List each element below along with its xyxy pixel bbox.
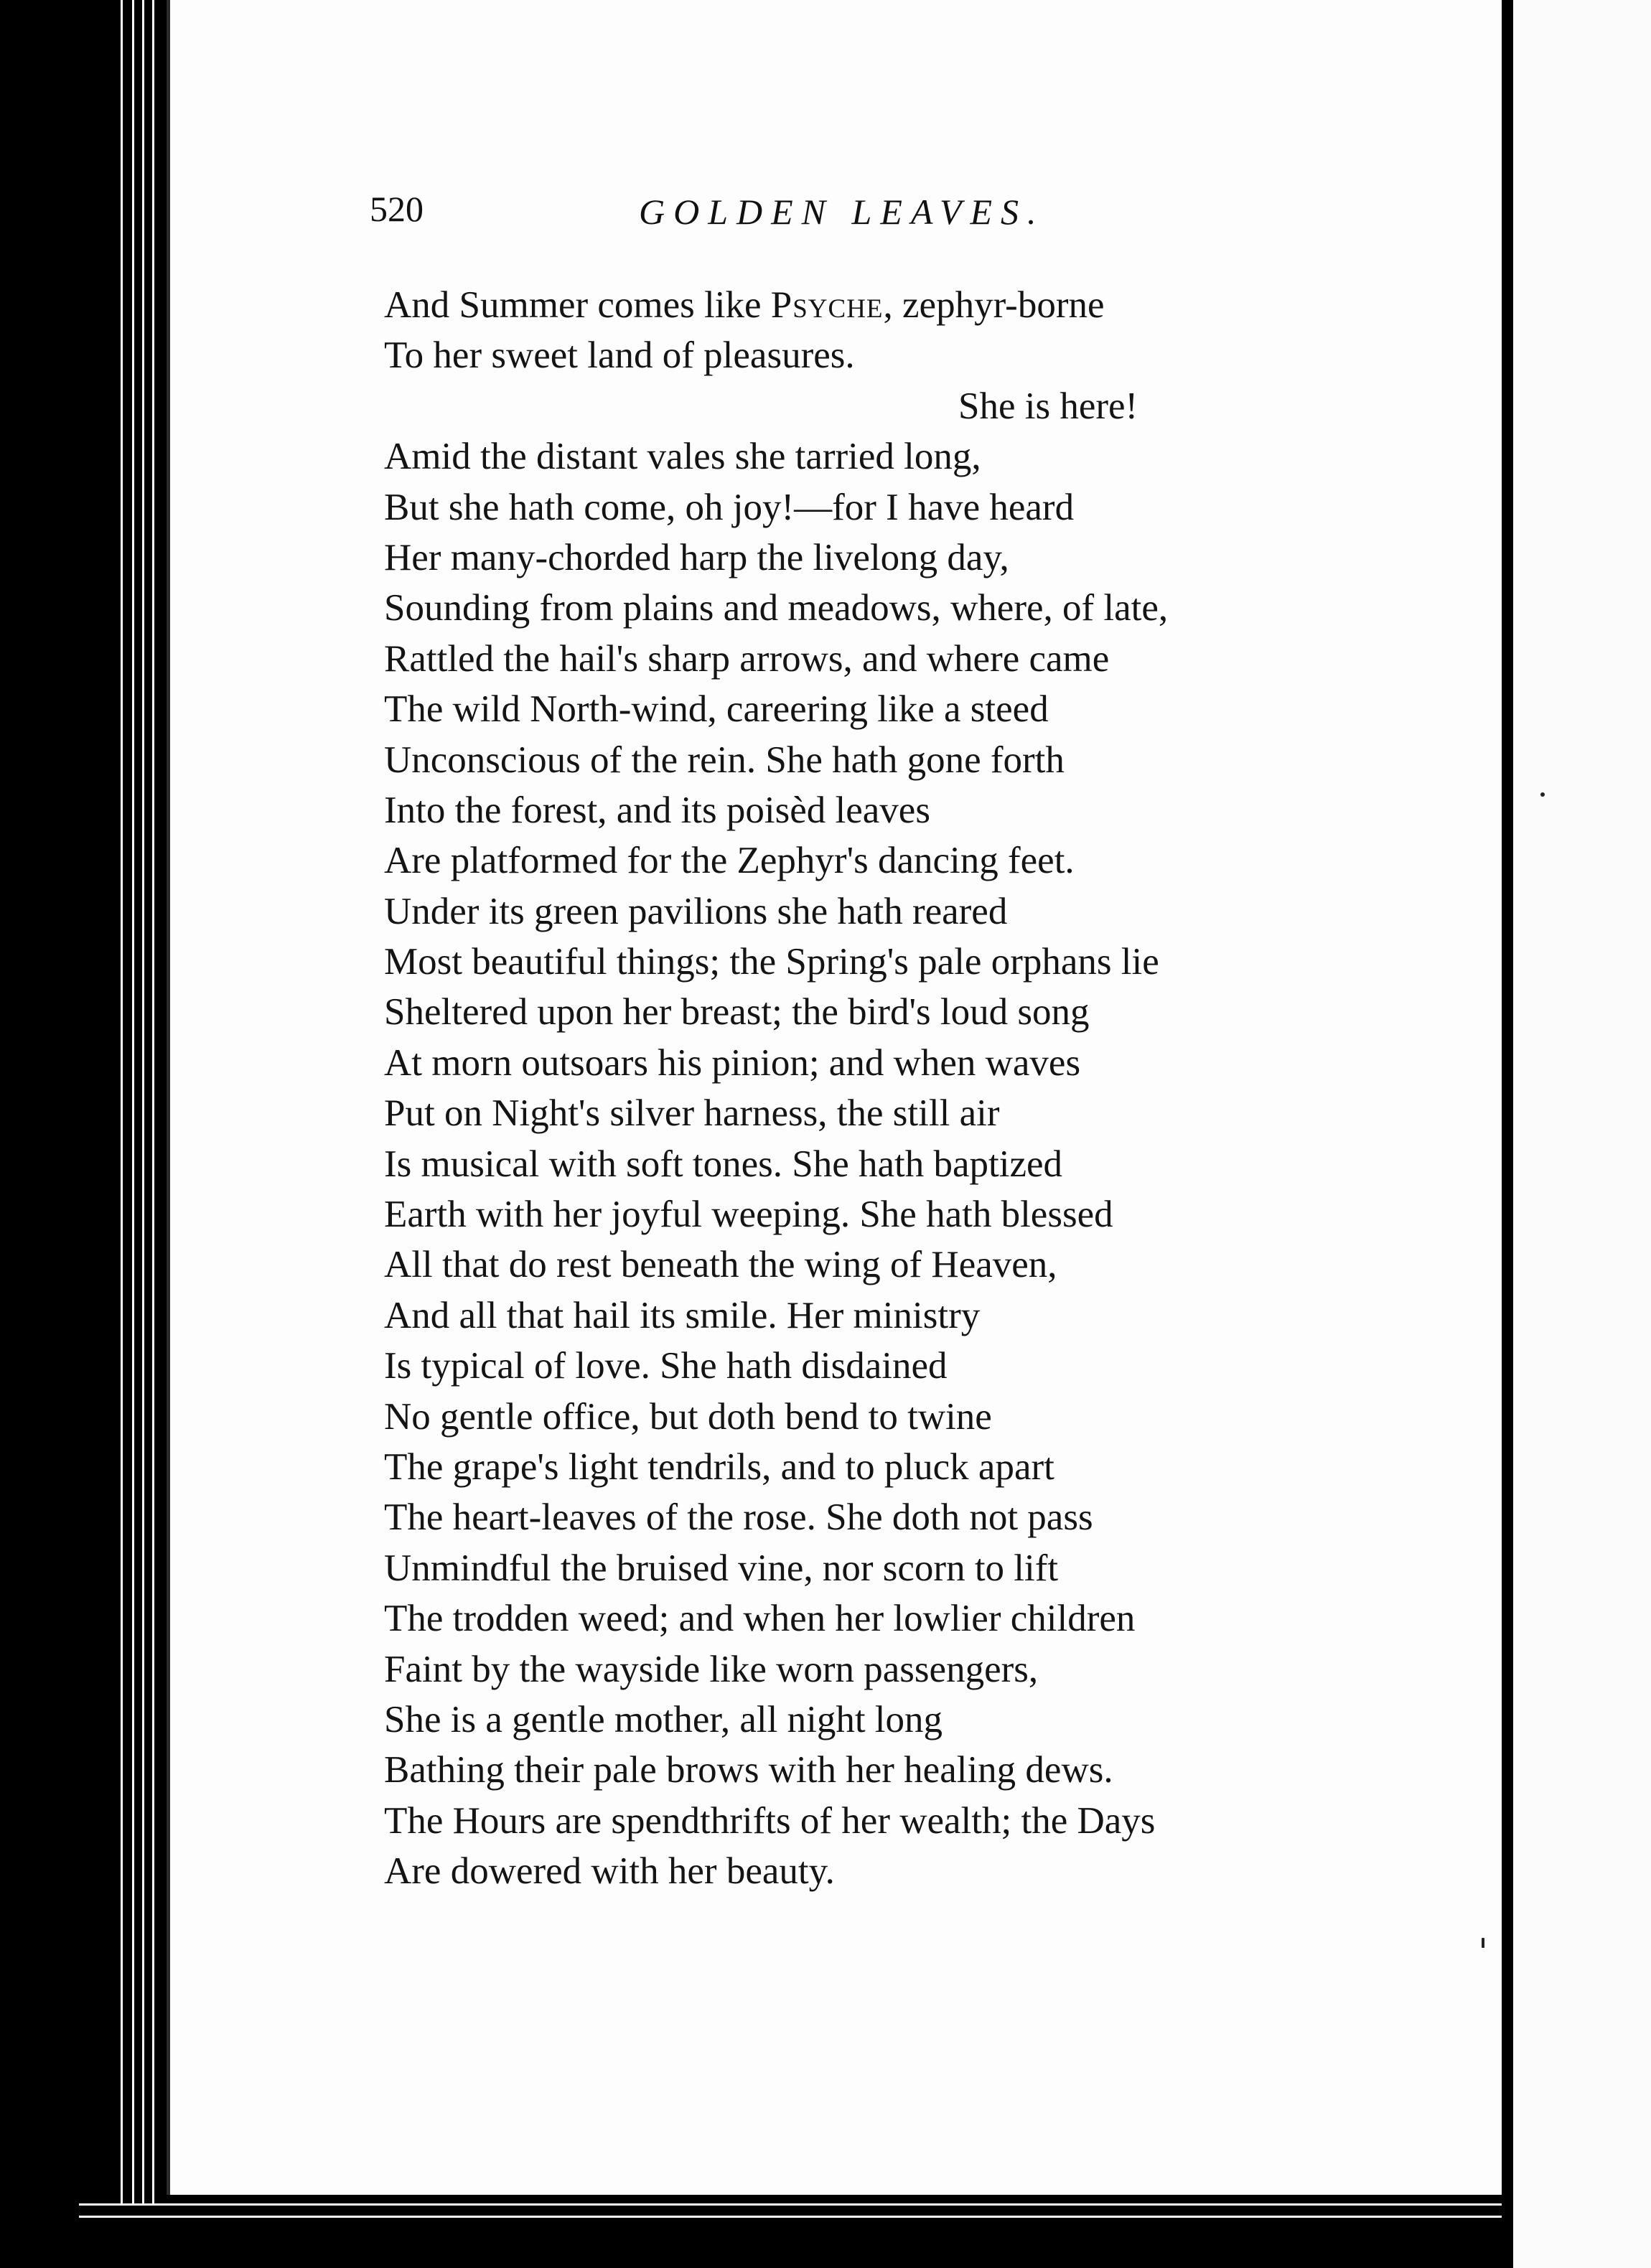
poem-line: Sheltered upon her breast; the bird's loud song [384, 991, 1090, 1034]
running-title: GOLDEN LEAVES. [639, 192, 1045, 232]
poem-line: She is a gentle mother, all night long [384, 1698, 943, 1740]
poem-line-text: And Summer comes like [384, 284, 771, 326]
poem-line: Bathing their pale brows with her healing dews. [384, 1749, 1113, 1791]
page-header [370, 188, 1303, 245]
poem-line: Is musical with soft tones. She hath baptized [384, 1143, 1062, 1185]
poem-line: The grape's light tendrils, and to pluck apart [384, 1445, 1054, 1488]
poem-line: Is typical of love. She hath disdained [384, 1345, 948, 1387]
poem-line-text: , zephyr-borne [883, 284, 1105, 326]
poem-line: Into the forest, and its poisèd leaves [384, 789, 930, 831]
facing-page-edge [1513, 0, 1651, 2268]
poem-line: She is here! [958, 385, 1138, 427]
page-edge-line [142, 0, 144, 2203]
poem-line: And all that hail its smile. Her ministry [384, 1294, 981, 1336]
page-edge-line [152, 0, 154, 2203]
poem-text [384, 280, 1274, 1897]
poem-line: The Hours are spendthrifts of her wealth; the Days [384, 1799, 1156, 1842]
poem-line: Sounding from plains and meadows, where, of late, [384, 587, 1169, 629]
poem-line: The trodden weed; and when her lowlier children [384, 1598, 1136, 1640]
poem-line: At morn outsoars his pinion; and when waves [384, 1041, 1081, 1084]
poem-line: Her many-chorded harp the livelong day, [384, 536, 1009, 578]
poem-line: Are dowered with her beauty. [384, 1850, 835, 1893]
poem-line: But she hath come, oh joy!—for I have heard [384, 486, 1075, 528]
poem-line: Unconscious of the rein. She hath gone forth [384, 739, 1065, 781]
poem-line: Unmindful the bruised vine, nor scorn to lift [384, 1547, 1059, 1589]
poem-line: Put on Night's silver harness, the still air [384, 1092, 1000, 1135]
poem-line [384, 280, 1274, 330]
poem-line: Are platformed for the Zephyr's dancing feet. [384, 840, 1075, 882]
poem-line: All that do rest beneath the wing of Heaven, [384, 1244, 1057, 1286]
poem-line: Earth with her joyful weeping. She hath blessed [384, 1194, 1113, 1236]
poem-name-smallcaps: Psyche [770, 284, 884, 326]
page-edge-line [121, 0, 123, 2203]
poem-line: No gentle office, but doth bend to twine [384, 1395, 992, 1438]
poem-line: Most beautiful things; the Spring's pale orphans lie [384, 941, 1159, 983]
page-number: 520 [370, 189, 424, 229]
page-bottom-edge [79, 2203, 1507, 2218]
poem-line: Amid the distant vales she tarried long, [384, 436, 981, 478]
poem-line: Faint by the wayside like worn passengers, [384, 1648, 1039, 1690]
paper-speck [1482, 1938, 1484, 1948]
page-gutter [1502, 0, 1513, 2268]
poem-line: The heart-leaves of the rose. She doth not pass [384, 1496, 1093, 1539]
poem-line: To her sweet land of pleasures. [384, 334, 855, 377]
poem-line: Under its green pavilions she hath reared [384, 890, 1008, 932]
poem-line: Rattled the hail's sharp arrows, and where came [384, 637, 1110, 680]
book-binding-edge [0, 0, 172, 2268]
page-edge-line [132, 0, 134, 2203]
poem-line: The wild North-wind, careering like a steed [384, 688, 1049, 731]
paper-speck [1540, 792, 1545, 797]
